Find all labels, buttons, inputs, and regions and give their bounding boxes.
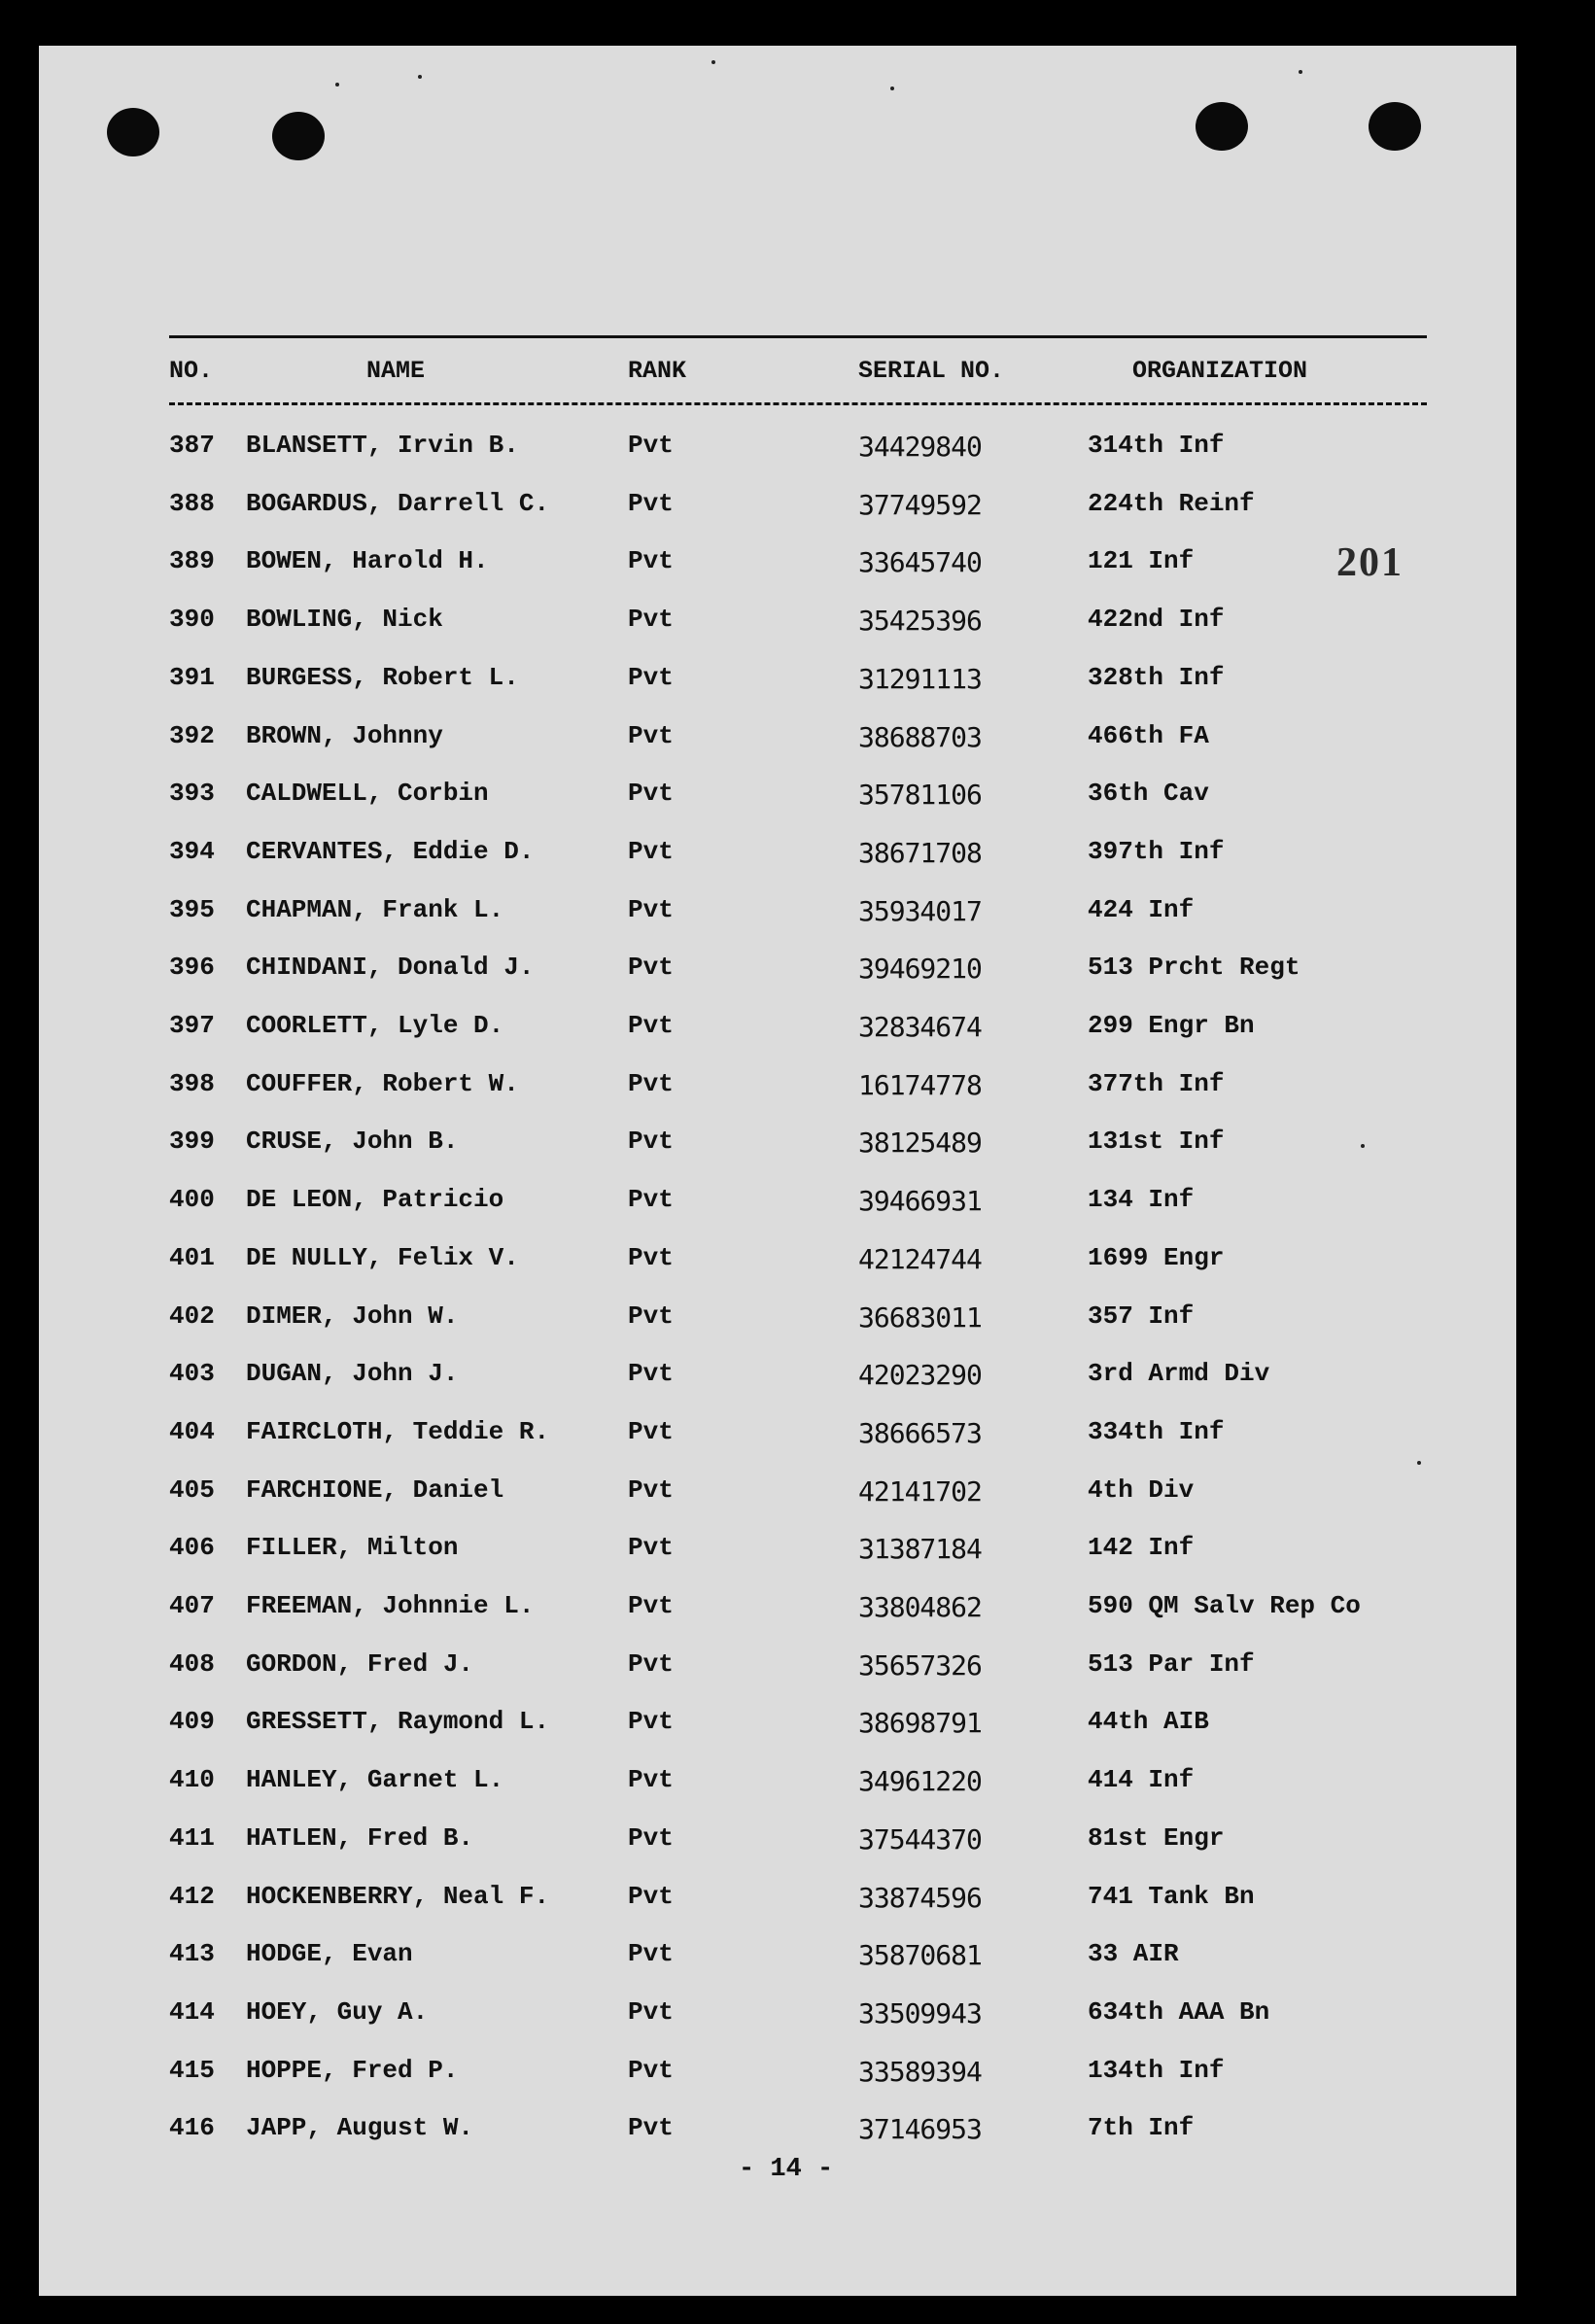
- table-row: [39, 1823, 1516, 1862]
- row-number: 396: [169, 953, 215, 983]
- table-row: [39, 1997, 1516, 2036]
- row-organization: 590 QM Salv Rep Co: [1088, 1591, 1361, 1620]
- row-serial: 33804862: [858, 1591, 982, 1623]
- table-row: [39, 489, 1516, 528]
- row-organization: 334th Inf: [1088, 1416, 1225, 1446]
- row-rank: Pvt: [628, 1765, 674, 1795]
- row-number: 395: [169, 894, 215, 924]
- row-serial: 33645740: [858, 546, 982, 579]
- header-rank: RANK: [628, 357, 687, 385]
- row-serial: 16174778: [858, 1068, 982, 1101]
- header-bottom-rule: [169, 402, 1427, 405]
- row-name: FAIRCLOTH, Teddie R.: [246, 1416, 550, 1446]
- row-name: GRESSETT, Raymond L.: [246, 1707, 550, 1737]
- row-name: FARCHIONE, Daniel: [246, 1474, 504, 1505]
- page-number: - 14 -: [739, 2155, 834, 2184]
- row-name: BLANSETT, Irvin B.: [246, 431, 519, 460]
- table-row: [39, 953, 1516, 991]
- row-rank: Pvt: [628, 1127, 674, 1157]
- header-top-rule: [169, 335, 1427, 338]
- row-number: 403: [169, 1359, 215, 1389]
- punch-hole: [1369, 102, 1421, 151]
- row-serial: 38688703: [858, 720, 982, 753]
- row-organization: 131st Inf: [1088, 1127, 1225, 1157]
- row-rank: Pvt: [628, 1881, 674, 1911]
- row-organization: 3rd Armd Div: [1088, 1359, 1270, 1389]
- row-organization: 224th Reinf: [1088, 488, 1255, 518]
- row-name: FILLER, Milton: [246, 1533, 459, 1563]
- row-number: 398: [169, 1068, 215, 1098]
- document-page: [39, 46, 1516, 2296]
- row-serial: 33874596: [858, 1881, 982, 1914]
- row-serial: 38666573: [858, 1416, 982, 1449]
- row-number: 391: [169, 662, 215, 692]
- row-name: DIMER, John W.: [246, 1301, 459, 1331]
- row-serial: 31387184: [858, 1533, 982, 1566]
- punch-hole: [1196, 102, 1248, 151]
- table-row: [39, 1359, 1516, 1398]
- row-name: DUGAN, John J.: [246, 1359, 459, 1389]
- row-number: 415: [169, 2055, 215, 2085]
- table-row: [39, 779, 1516, 817]
- row-rank: Pvt: [628, 1648, 674, 1679]
- row-serial: 38125489: [858, 1127, 982, 1160]
- row-organization: 1699 Engr: [1088, 1242, 1225, 1272]
- row-number: 404: [169, 1416, 215, 1446]
- table-row: [39, 2056, 1516, 2095]
- row-rank: Pvt: [628, 1939, 674, 1969]
- row-name: BOWEN, Harold H.: [246, 546, 489, 576]
- speck: [711, 60, 715, 64]
- row-rank: Pvt: [628, 2113, 674, 2143]
- row-number: 392: [169, 720, 215, 750]
- row-rank: Pvt: [628, 953, 674, 983]
- speck: [1417, 1461, 1421, 1465]
- row-number: 400: [169, 1185, 215, 1215]
- row-name: HOPPE, Fred P.: [246, 2055, 459, 2085]
- row-rank: Pvt: [628, 605, 674, 635]
- row-organization: 513 Par Inf: [1088, 1648, 1255, 1679]
- row-name: CALDWELL, Corbin: [246, 779, 489, 809]
- row-organization: 424 Inf: [1088, 894, 1195, 924]
- row-rank: Pvt: [628, 546, 674, 576]
- row-number: 408: [169, 1648, 215, 1679]
- table-row: [39, 431, 1516, 469]
- row-rank: Pvt: [628, 1359, 674, 1389]
- row-rank: Pvt: [628, 1416, 674, 1446]
- row-name: HOCKENBERRY, Neal F.: [246, 1881, 550, 1911]
- row-serial: 34429840: [858, 431, 982, 463]
- row-serial: 33589394: [858, 2055, 982, 2088]
- row-number: 388: [169, 488, 215, 518]
- row-number: 390: [169, 605, 215, 635]
- row-rank: Pvt: [628, 431, 674, 460]
- row-name: BROWN, Johnny: [246, 720, 443, 750]
- row-organization: 314th Inf: [1088, 431, 1225, 460]
- row-organization: 7th Inf: [1088, 2113, 1195, 2143]
- row-name: JAPP, August W.: [246, 2113, 474, 2143]
- row-serial: 35870681: [858, 1939, 982, 1972]
- row-rank: Pvt: [628, 1707, 674, 1737]
- row-serial: 42141702: [858, 1474, 982, 1508]
- handwritten-annotation: 201: [1336, 540, 1404, 585]
- row-serial: 37146953: [858, 2113, 982, 2146]
- row-name: CERVANTES, Eddie D.: [246, 836, 535, 866]
- table-row: [39, 1649, 1516, 1688]
- table-row: [39, 1591, 1516, 1630]
- row-serial: 35425396: [858, 605, 982, 638]
- table-row: [39, 721, 1516, 760]
- header-name: NAME: [366, 357, 426, 385]
- row-name: CHINDANI, Donald J.: [246, 953, 535, 983]
- row-rank: Pvt: [628, 1533, 674, 1563]
- row-rank: Pvt: [628, 662, 674, 692]
- row-organization: 377th Inf: [1088, 1068, 1225, 1098]
- row-name: COORLETT, Lyle D.: [246, 1011, 504, 1040]
- row-organization: 328th Inf: [1088, 662, 1225, 692]
- speck: [418, 75, 422, 79]
- row-name: GORDON, Fred J.: [246, 1648, 474, 1679]
- header-no: NO.: [169, 357, 214, 385]
- table-header: [39, 357, 1516, 396]
- speck: [1299, 70, 1302, 74]
- row-organization: 81st Engr: [1088, 1822, 1225, 1853]
- row-organization: 4th Div: [1088, 1474, 1195, 1505]
- punch-hole: [107, 108, 159, 156]
- row-number: 406: [169, 1533, 215, 1563]
- row-rank: Pvt: [628, 836, 674, 866]
- table-row: [39, 1417, 1516, 1456]
- row-number: 407: [169, 1591, 215, 1620]
- row-organization: 44th AIB: [1088, 1707, 1209, 1737]
- table-row: [39, 1533, 1516, 1572]
- table-row: [39, 1475, 1516, 1514]
- row-serial: 39466931: [858, 1185, 982, 1218]
- row-name: FREEMAN, Johnnie L.: [246, 1591, 535, 1620]
- row-rank: Pvt: [628, 779, 674, 809]
- row-serial: 32834674: [858, 1011, 982, 1043]
- row-number: 405: [169, 1474, 215, 1505]
- row-rank: Pvt: [628, 1301, 674, 1331]
- row-number: 401: [169, 1242, 215, 1272]
- row-name: DE LEON, Patricio: [246, 1185, 504, 1215]
- row-number: 412: [169, 1881, 215, 1911]
- row-name: HATLEN, Fred B.: [246, 1822, 474, 1853]
- row-organization: 36th Cav: [1088, 779, 1209, 809]
- table-row: [39, 1765, 1516, 1804]
- row-organization: 466th FA: [1088, 720, 1209, 750]
- row-organization: 299 Engr Bn: [1088, 1011, 1255, 1040]
- row-organization: 513 Prcht Regt: [1088, 953, 1300, 983]
- speck: [335, 83, 339, 87]
- speck: [890, 87, 894, 90]
- row-organization: 634th AAA Bn: [1088, 1996, 1270, 2027]
- row-organization: 121 Inf: [1088, 546, 1195, 576]
- row-rank: Pvt: [628, 1996, 674, 2027]
- row-number: 387: [169, 431, 215, 460]
- row-organization: 422nd Inf: [1088, 605, 1225, 635]
- table-row: [39, 1185, 1516, 1224]
- row-name: HODGE, Evan: [246, 1939, 413, 1969]
- row-name: HANLEY, Garnet L.: [246, 1765, 504, 1795]
- table-row: [39, 2113, 1516, 2152]
- row-name: DE NULLY, Felix V.: [246, 1242, 519, 1272]
- table-row: [39, 1882, 1516, 1921]
- row-organization: 134 Inf: [1088, 1185, 1195, 1215]
- row-organization: 33 AIR: [1088, 1939, 1179, 1969]
- row-number: 399: [169, 1127, 215, 1157]
- header-serial: SERIAL NO.: [858, 357, 1005, 385]
- row-number: 416: [169, 2113, 215, 2143]
- row-serial: 42124744: [858, 1242, 982, 1275]
- row-rank: Pvt: [628, 1474, 674, 1505]
- table-row: [39, 1707, 1516, 1746]
- row-serial: 39469210: [858, 953, 982, 986]
- row-serial: 37749592: [858, 488, 982, 521]
- row-name: COUFFER, Robert W.: [246, 1068, 519, 1098]
- row-number: 411: [169, 1822, 215, 1853]
- row-rank: Pvt: [628, 488, 674, 518]
- row-rank: Pvt: [628, 1591, 674, 1620]
- table-row: [39, 1243, 1516, 1282]
- header-organization: ORGANIZATION: [1132, 357, 1308, 385]
- row-organization: 397th Inf: [1088, 836, 1225, 866]
- row-serial: 38671708: [858, 836, 982, 869]
- table-row: [39, 605, 1516, 643]
- table-row: [39, 1069, 1516, 1108]
- row-name: HOEY, Guy A.: [246, 1996, 429, 2027]
- row-name: BOGARDUS, Darrell C.: [246, 488, 550, 518]
- table-row: [39, 837, 1516, 876]
- table-row: [39, 1939, 1516, 1978]
- punch-hole: [272, 112, 325, 160]
- row-rank: Pvt: [628, 1822, 674, 1853]
- row-rank: Pvt: [628, 1011, 674, 1040]
- row-serial: 36683011: [858, 1301, 982, 1334]
- table-row: [39, 1011, 1516, 1050]
- row-rank: Pvt: [628, 2055, 674, 2085]
- row-rank: Pvt: [628, 894, 674, 924]
- row-organization: 357 Inf: [1088, 1301, 1195, 1331]
- row-number: 394: [169, 836, 215, 866]
- row-number: 410: [169, 1765, 215, 1795]
- row-organization: 741 Tank Bn: [1088, 1881, 1255, 1911]
- row-number: 414: [169, 1996, 215, 2027]
- row-rank: Pvt: [628, 720, 674, 750]
- row-rank: Pvt: [628, 1242, 674, 1272]
- row-number: 402: [169, 1301, 215, 1331]
- row-serial: 37544370: [858, 1822, 982, 1856]
- row-serial: 42023290: [858, 1359, 982, 1392]
- row-serial: 35657326: [858, 1648, 982, 1682]
- row-serial: 34961220: [858, 1765, 982, 1798]
- row-number: 409: [169, 1707, 215, 1737]
- row-name: BURGESS, Robert L.: [246, 662, 519, 692]
- row-serial: 38698791: [858, 1707, 982, 1740]
- row-serial: 31291113: [858, 662, 982, 695]
- row-name: CHAPMAN, Frank L.: [246, 894, 504, 924]
- table-row: [39, 895, 1516, 934]
- row-name: CRUSE, John B.: [246, 1127, 459, 1157]
- row-organization: 142 Inf: [1088, 1533, 1195, 1563]
- row-serial: 35934017: [858, 894, 982, 927]
- row-rank: Pvt: [628, 1185, 674, 1215]
- row-organization: 134th Inf: [1088, 2055, 1225, 2085]
- row-rank: Pvt: [628, 1068, 674, 1098]
- row-number: 393: [169, 779, 215, 809]
- table-row: [39, 1127, 1516, 1165]
- table-row: [39, 1301, 1516, 1340]
- row-number: 397: [169, 1011, 215, 1040]
- row-name: BOWLING, Nick: [246, 605, 443, 635]
- table-row: [39, 546, 1516, 585]
- row-number: 413: [169, 1939, 215, 1969]
- row-number: 389: [169, 546, 215, 576]
- table-row: [39, 663, 1516, 702]
- row-organization: 414 Inf: [1088, 1765, 1195, 1795]
- row-serial: 35781106: [858, 779, 982, 812]
- row-serial: 33509943: [858, 1996, 982, 2029]
